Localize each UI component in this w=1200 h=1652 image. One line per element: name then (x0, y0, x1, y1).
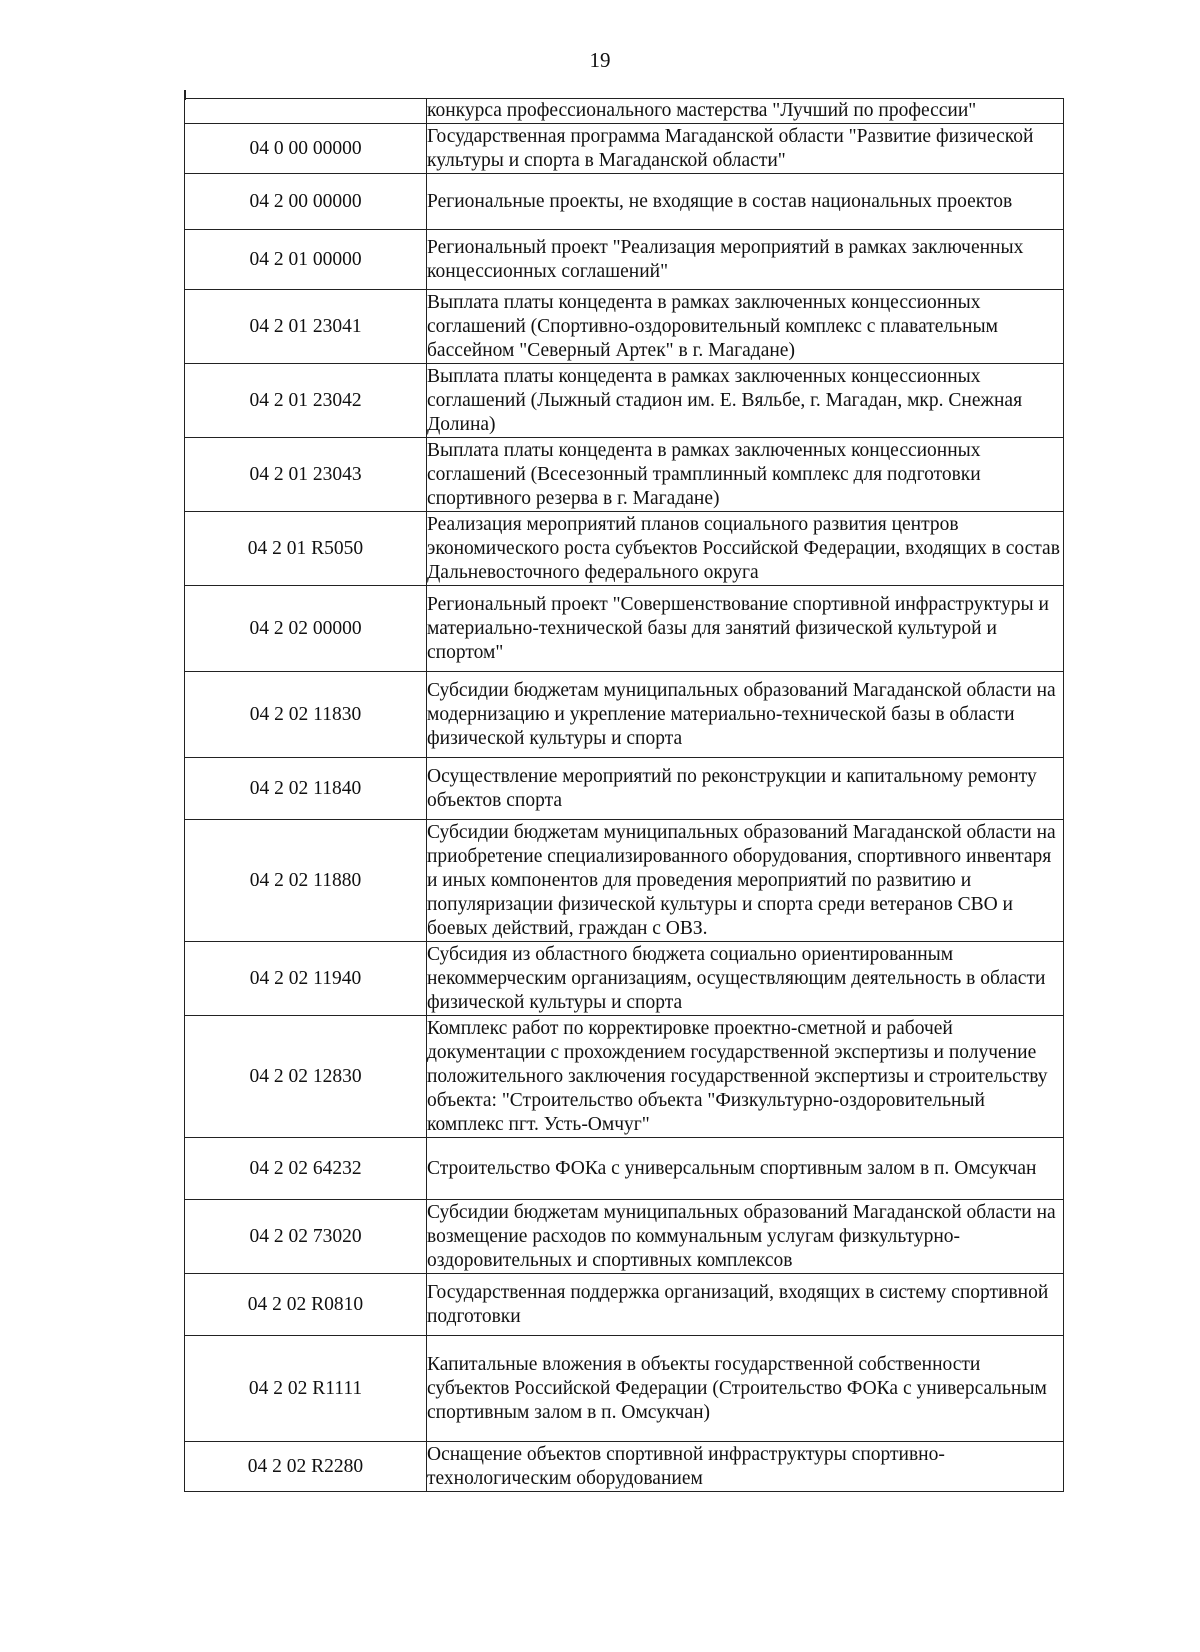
table-row (185, 1016, 1064, 1138)
table-row (185, 1138, 1064, 1200)
expense-description: Государственная поддержка организаций, входящих в систему спортивной подготовки (427, 1274, 1064, 1336)
table-row (185, 512, 1064, 586)
budget-classification-table (184, 98, 1064, 1492)
expense-description: Капитальные вложения в объекты государственной собственности субъектов Российской Федерации (Строительство ФОКа с универсальным спортивным залом в п. Омсукчан) (427, 1336, 1064, 1442)
expense-description: Региональный проект "Совершенствование спортивной инфраструктуры и материально-технической базы для занятий физической культурой и спортом" (427, 586, 1064, 672)
table-row (185, 672, 1064, 758)
expense-description: Региональный проект "Реализация мероприятий в рамках заключенных концессионных соглашений" (427, 230, 1064, 290)
classification-code: 04 2 02 R1111 (185, 1336, 427, 1442)
classification-code: 04 2 02 12830 (185, 1016, 427, 1138)
classification-code: 04 2 01 23043 (185, 438, 427, 512)
table-row (185, 758, 1064, 820)
table-row (185, 174, 1064, 230)
classification-code: 04 2 02 64232 (185, 1138, 427, 1200)
expense-description: Строительство ФОКа с универсальным спортивным залом в п. Омсукчан (427, 1138, 1064, 1200)
expense-description: Субсидии бюджетам муниципальных образований Магаданской области на модернизацию и укрепление материально-технической базы в области физической культуры и спорта (427, 672, 1064, 758)
expense-description: Выплата платы концедента в рамках заключенных концессионных соглашений (Спортивно-оздоровительный комплекс с плавательным бассейном "Северный Артек" в г. Магадане) (427, 290, 1064, 364)
table-row (185, 820, 1064, 942)
table-row (185, 1336, 1064, 1442)
classification-code: 04 2 02 11840 (185, 758, 427, 820)
classification-code: 04 2 02 11880 (185, 820, 427, 942)
expense-description: Субсидия из областного бюджета социально ориентированным некоммерческим организациям, осуществляющим деятельность в области физической культуры и спорта (427, 942, 1064, 1016)
table-row (185, 942, 1064, 1016)
page-number: 19 (589, 48, 611, 72)
classification-code: 04 2 02 73020 (185, 1200, 427, 1274)
table-row (185, 586, 1064, 672)
table-row (185, 1442, 1064, 1492)
expense-description: Субсидии бюджетам муниципальных образований Магаданской области на возмещение расходов по коммунальным услугам физкультурно-оздоровительных и спортивных комплексов (427, 1200, 1064, 1274)
classification-code: 04 2 01 00000 (185, 230, 427, 290)
classification-code: 04 2 02 R2280 (185, 1442, 427, 1492)
classification-code: 04 2 01 23042 (185, 364, 427, 438)
expense-description: Комплекс работ по корректировке проектно-сметной и рабочей документации с прохождением государственной экспертизы и получение положительного заключения государственной экспертизы и строительству объекта: "Строительство объекта "Физкультурно-оздоровительный комплекс пгт. Усть-Омчуг" (427, 1016, 1064, 1138)
classification-code (185, 99, 427, 124)
expense-description: Субсидии бюджетам муниципальных образований Магаданской области на приобретение специализированного оборудования, спортивного инвентаря и иных компонентов для проведения мероприятий по развитию и популяризации физической культуры и спорта среди ветеранов СВО и боевых действий, граждан с ОВЗ. (427, 820, 1064, 942)
classification-code: 04 2 02 R0810 (185, 1274, 427, 1336)
expense-description: Региональные проекты, не входящие в состав национальных проектов (427, 174, 1064, 230)
table-row (185, 230, 1064, 290)
table-row (185, 364, 1064, 438)
classification-code: 04 2 00 00000 (185, 174, 427, 230)
table-row (185, 124, 1064, 174)
classification-code: 04 2 02 11830 (185, 672, 427, 758)
table-row (185, 1200, 1064, 1274)
expense-description: Выплата платы концедента в рамках заключенных концессионных соглашений (Всесезонный трамплинный комплекс для подготовки спортивного резерва в г. Магадане) (427, 438, 1064, 512)
expense-description: Выплата платы концедента в рамках заключенных концессионных соглашений (Лыжный стадион им. Е. Вяльбе, г. Магадан, мкр. Снежная Долина) (427, 364, 1064, 438)
classification-code: 04 2 02 11940 (185, 942, 427, 1016)
classification-code: 04 2 02 00000 (185, 586, 427, 672)
classification-code: 04 0 00 00000 (185, 124, 427, 174)
classification-code: 04 2 01 R5050 (185, 512, 427, 586)
table-row (185, 1274, 1064, 1336)
table-row (185, 99, 1064, 124)
expense-description: Оснащение объектов спортивной инфраструктуры спортивно-технологическим оборудованием (427, 1442, 1064, 1492)
expense-description: Реализация мероприятий планов социального развития центров экономического роста субъектов Российской Федерации, входящих в состав Дальневосточного федерального округа (427, 512, 1064, 586)
table-row (185, 290, 1064, 364)
expense-description: Осуществление мероприятий по реконструкции и капитальному ремонту объектов спорта (427, 758, 1064, 820)
table-row (185, 438, 1064, 512)
table-body (185, 99, 1064, 1492)
expense-description: Государственная программа Магаданской области "Развитие физической культуры и спорта в Магаданской области" (427, 124, 1064, 174)
classification-code: 04 2 01 23041 (185, 290, 427, 364)
expense-description: конкурса профессионального мастерства "Лучший по профессии" (427, 99, 1064, 124)
